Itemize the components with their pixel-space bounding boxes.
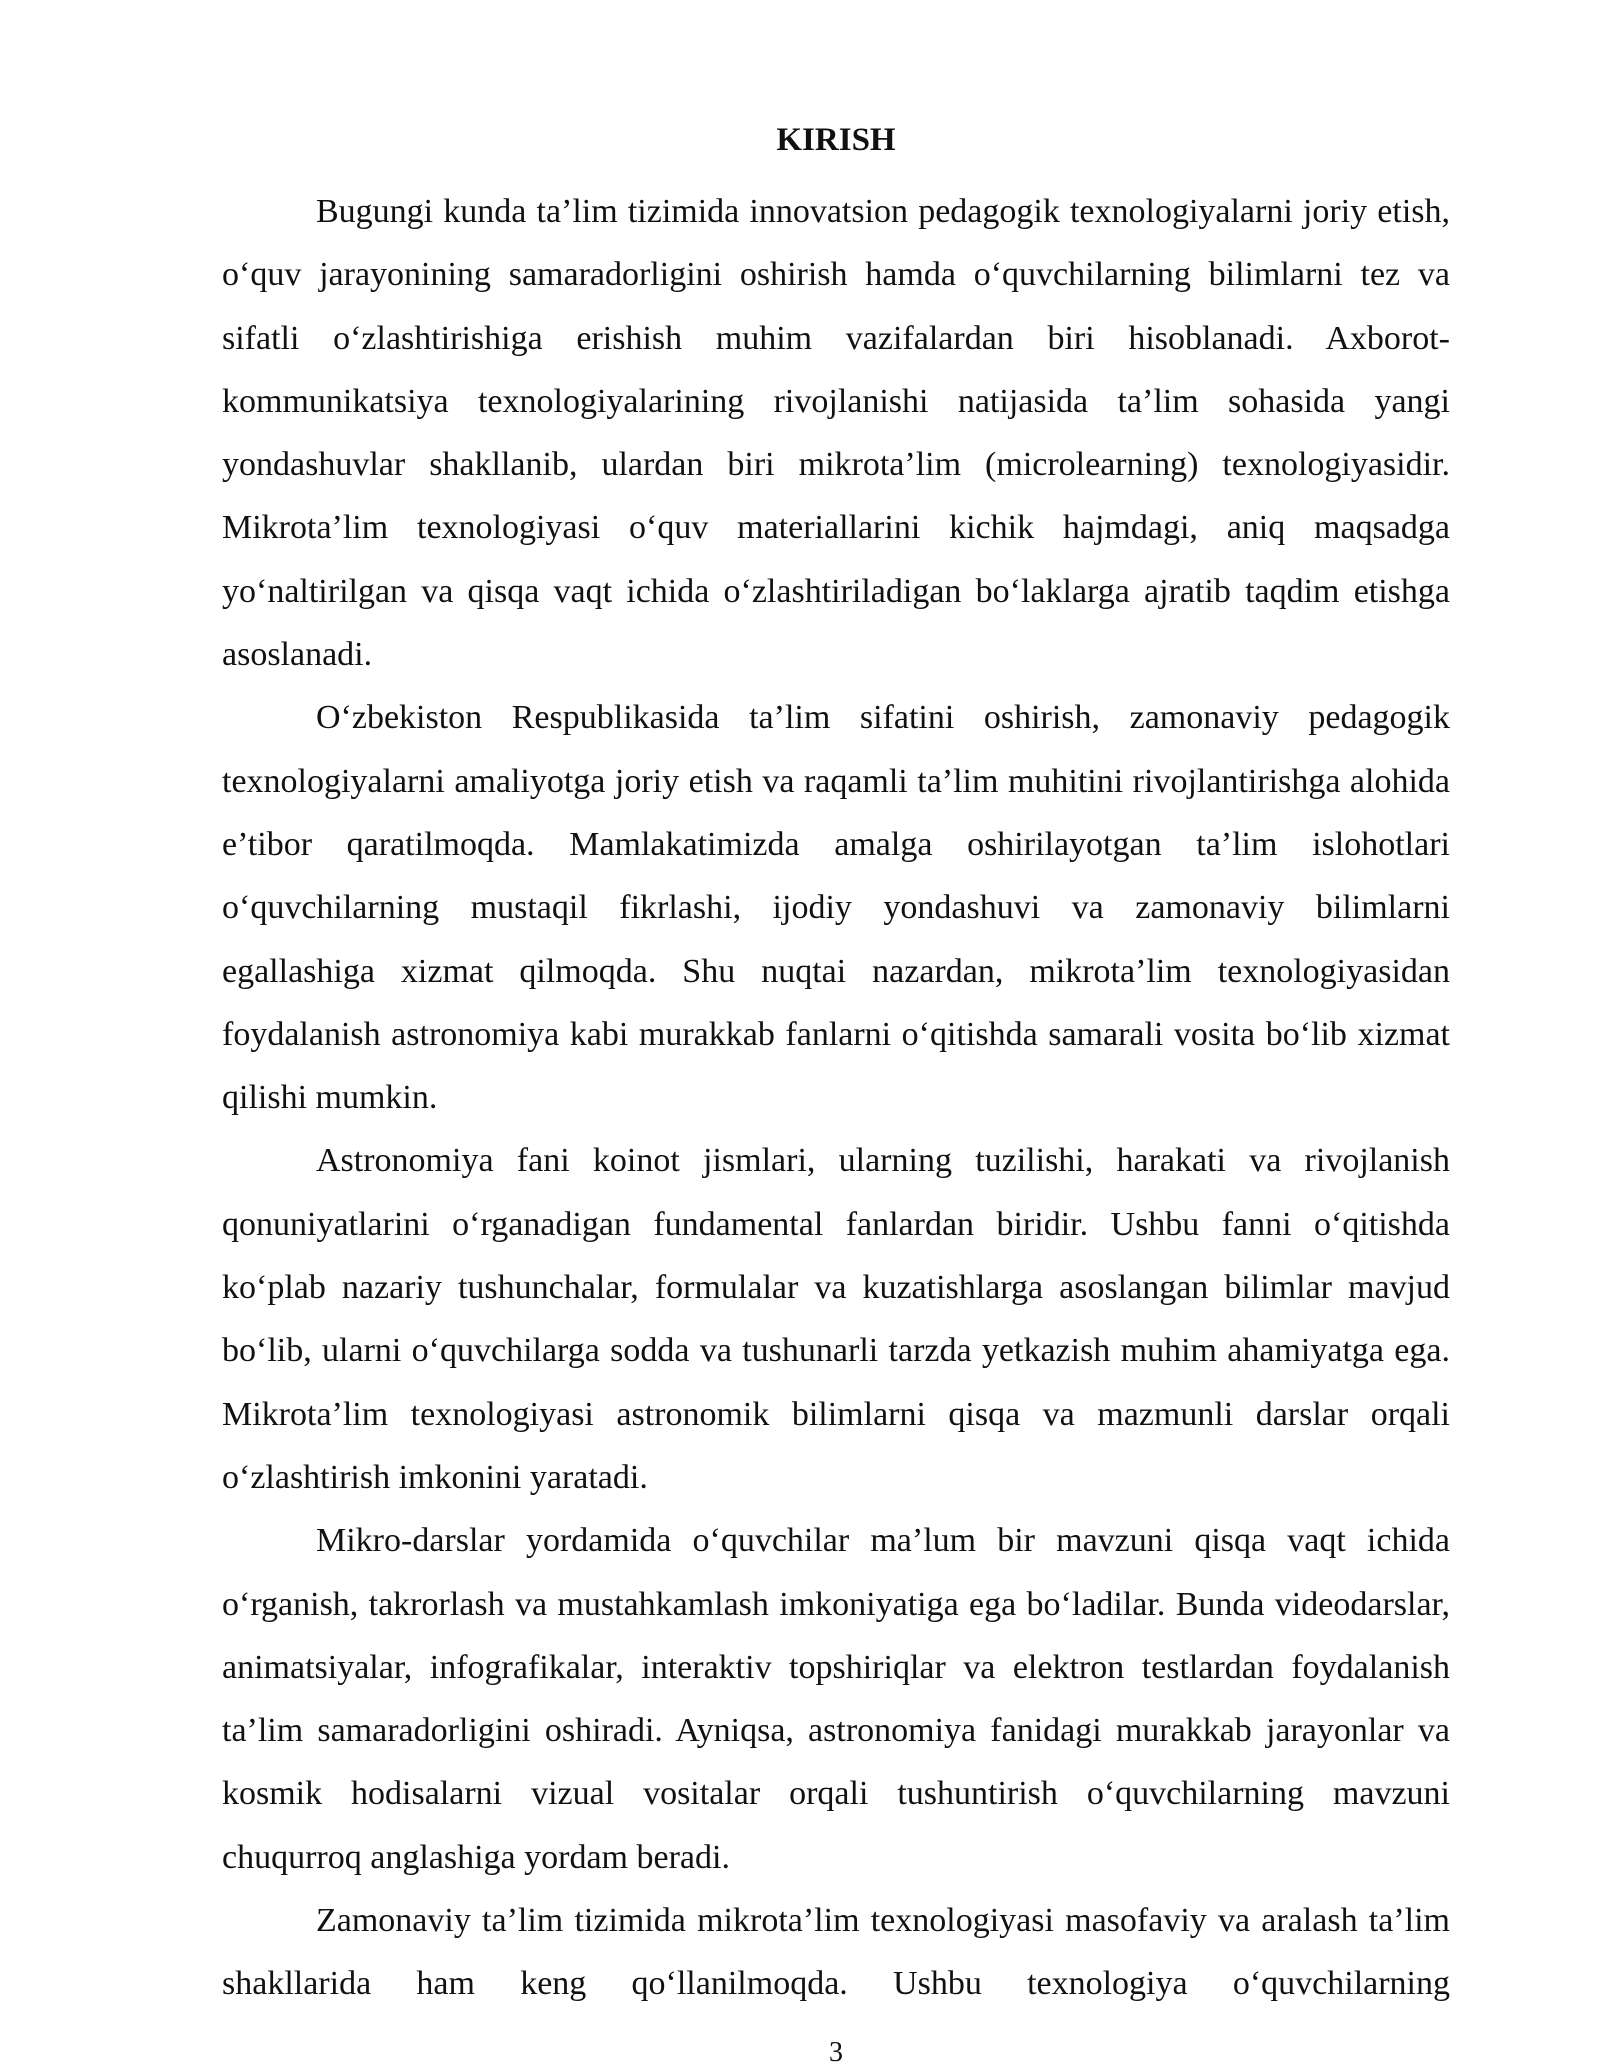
body-text — [222, 180, 1450, 2016]
paragraph-3: Astronomiya fani koinot jismlari, ularning tuzilishi, harakati va rivojlanish qonuniyatlarini o‘rganadigan fundamental fanlardan biridir. Ushbu fanni o‘qitishda ko‘plab nazariy tushunchalar, formulalar va kuzatishlarga asoslangan bilimlar mavjud bo‘lib, ularni o‘quvchilarga sodda va tushunarli tarzda yetkazish muhim ahamiyatga ega. Mikrota’lim texnologiyasi astronomik bilimlarni qisqa va mazmunli darslar orqali o‘zlashtirish imkonini yaratadi. — [222, 1142, 1450, 1496]
paragraph-5: Zamonaviy ta’lim tizimida mikrota’lim texnologiyasi masofaviy va aralash ta’lim shakllarida ham keng qo‘llanilmoqda. Ushbu texnologiya o‘quvchilarning — [222, 1902, 1450, 2003]
page-title: KIRISH — [776, 122, 896, 158]
page-number: 3 — [829, 2037, 843, 2068]
paragraph-2: O‘zbekiston Respublikasida ta’lim sifatini oshirish, zamonaviy pedagogik texnologiyalarni amaliyotga joriy etish va raqamli ta’lim muhitini rivojlantirishga alohida e’tibor qaratilmoqda. Mamlakatimizda amalga oshirilayotgan ta’lim islohotlari o‘quvchilarning mustaqil fikrlashi, ijodiy yondashuvi va zamonaviy bilimlarni egallashiga xizmat qilmoqda. Shu nuqtai nazardan, mikrota’lim texnologiyasidan foydalanish astronomiya kabi murakkab fanlarni o‘qitishda samarali vosita bo‘lib xizmat qilishi mumkin. — [222, 699, 1450, 1117]
paragraph-1: Bugungi kunda ta’lim tizimida innovatsion pedagogik texnologiyalarni joriy etish, o‘quv jarayonining samaradorligini oshirish hamda o‘quvchilarning bilimlarni tez va sifatli o‘zlashtirishiga erishish muhim vazifalardan biri hisoblanadi. Axborot-kommunikatsiya texnologiyalarining rivojlanishi natijasida ta’lim sohasida yangi yondashuvlar shakllanib, ulardan biri mikrota’lim (microlearning) texnologiyasidir. Mikrota’lim texnologiyasi o‘quv materiallarini kichik hajmdagi, aniq maqsadga yo‘naltirilgan va qisqa vaqt ichida o‘zlashtiriladigan bo‘laklarga ajratib taqdim etishga asoslanadi. — [222, 193, 1450, 674]
paragraph-4: Mikro-darslar yordamida o‘quvchilar ma’lum bir mavzuni qisqa vaqt ichida o‘rganish, takrorlash va mustahkamlash imkoniyatiga ega bo‘ladilar. Bunda videodarslar, animatsiyalar, infografikalar, interaktiv topshiriqlar va elektron testlardan foydalanish ta’lim samaradorligini oshiradi. Ayniqsa, astronomiya fanidagi murakkab jarayonlar va kosmik hodisalarni vizual vositalar orqali tushuntirish o‘quvchilarning mavzuni chuqurroq anglashiga yordam beradi. — [222, 1522, 1450, 1876]
